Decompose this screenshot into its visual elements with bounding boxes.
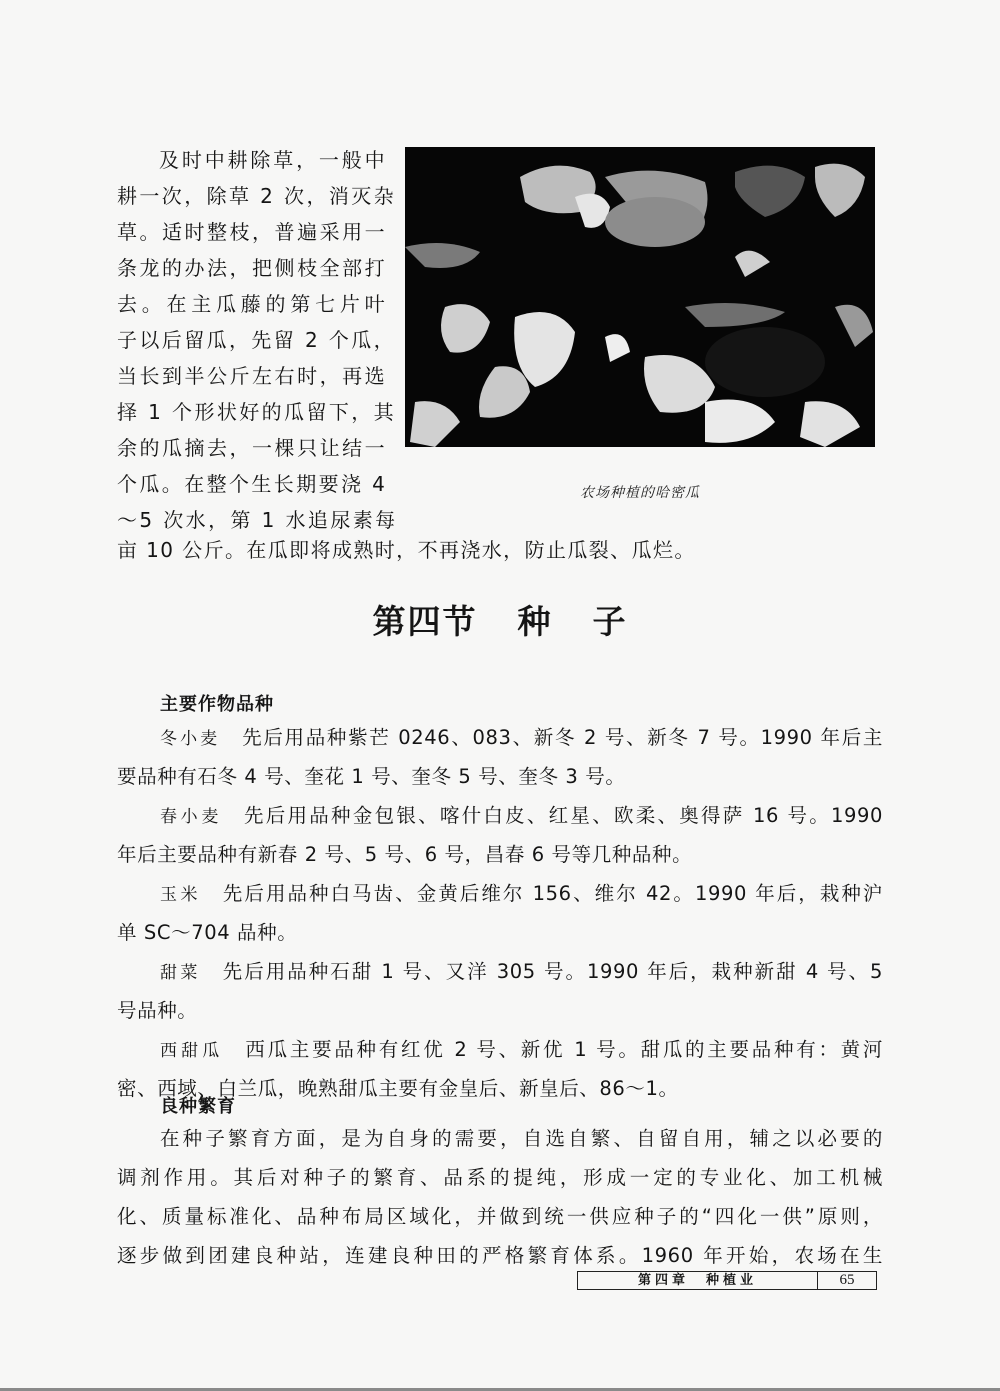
text-line: 年后主要品种有新春 2 号、5 号、6 号，昌春 6 号等几种品种。 <box>117 843 693 866</box>
crop-label: 玉米 <box>160 885 201 905</box>
text-line: 逐步做到团建良种站，连建良种田的严格繁育体系。1960 年开始，农场在生 <box>117 1244 883 1267</box>
text-line: 子以后留瓜，先留 2 个瓜， <box>117 328 397 352</box>
text-line: 耕一次，除草 2 次，消灭杂 <box>117 184 397 208</box>
crop-label: 甜菜 <box>160 963 201 983</box>
section-number: 第四节 <box>372 602 478 641</box>
melon-leaves-image <box>405 147 875 447</box>
crop-entry-spring-wheat: 春小麦 先后用品种金包银、喀什白皮、红星、欧柔、奥得萨 16 号。1990 <box>160 804 884 827</box>
wrapped-text-column <box>117 142 398 538</box>
text-line: 当长到半公斤左右时，再选 <box>117 364 387 388</box>
text-line: 化、质量标准化、品种布局区域化，并做到统一供应种子的“四化一供”原则， <box>117 1205 883 1228</box>
page-number: 65 <box>817 1272 876 1289</box>
text-line: ～5 次水，第 1 水追尿素每 <box>117 508 398 532</box>
text-line: 条龙的办法，把侧枝全部打 <box>117 256 387 280</box>
text-line: 单 SC～704 品种。 <box>117 921 298 944</box>
text-line: 择 1 个形状好的瓜留下，其 <box>117 400 397 424</box>
text-line: 调剂作用。其后对种子的繁育、品系的提纯，形成一定的专业化、加工机械 <box>117 1166 883 1189</box>
text-line: 个瓜。在整个生长期要浇 4 <box>117 472 388 496</box>
text-line: 在种子繁育方面，是为自身的需要，自选自繁、自留自用，辅之以必要的 <box>160 1127 883 1150</box>
section-title <box>0 596 1000 643</box>
section-word-2: 子 <box>592 602 628 641</box>
melon-photo <box>405 147 875 447</box>
footer-chapter-title: 第四章 种植业 <box>637 1273 757 1288</box>
text-line: 去。在主瓜藤的第七片叶 <box>117 292 387 316</box>
crop-entry-melons: 西甜瓜 西瓜主要品种有红优 2 号、新优 1 号。甜瓜的主要品种有：黄河 <box>160 1038 884 1061</box>
text-line: 草。适时整枝，普遍采用一 <box>117 220 387 244</box>
subsection-heading-main-crops: 主要作物品种 <box>160 694 274 715</box>
text-line: 余的瓜摘去，一棵只让结一 <box>117 436 387 460</box>
section-word-1: 种 <box>517 602 553 641</box>
crop-label: 春小麦 <box>160 807 222 827</box>
crop-entry-sugar-beet: 甜菜 先后用品种石甜 1 号、又洋 305 号。1990 年后，栽种新甜 4 号、5 <box>160 960 884 983</box>
subsection-heading-seed-breeding: 良种繁育 <box>160 1096 236 1117</box>
text-line: 密、西域、白兰瓜，晚熟甜瓜主要有金皇后、新皇后、86～1。 <box>117 1077 679 1100</box>
text-line: 号品种。 <box>117 999 198 1022</box>
crop-label: 西甜瓜 <box>160 1041 224 1061</box>
crop-label: 冬小麦 <box>160 729 221 749</box>
text-line: 及时中耕除草，一般中 <box>159 148 387 172</box>
crop-varieties-list <box>117 718 883 1108</box>
text-line: 要品种有石冬 4 号、奎花 1 号、奎冬 5 号、奎冬 3 号。 <box>117 765 626 788</box>
crop-entry-winter-wheat: 冬小麦 先后用品种紫芒 0246、083、新冬 2 号、新冬 7 号。1990 年后主 <box>160 726 883 749</box>
page-footer <box>577 1271 877 1290</box>
photo-caption: 农场种植的哈密瓜 <box>580 485 700 501</box>
text-line: 亩 10 公斤。在瓜即将成熟时，不再浇水，防止瓜裂、瓜烂。 <box>117 538 696 562</box>
crop-entry-corn: 玉米 先后用品种白马齿、金黄后维尔 156、维尔 42。1990 年后，栽种沪 <box>160 882 884 905</box>
seed-breeding-paragraph <box>117 1119 883 1275</box>
